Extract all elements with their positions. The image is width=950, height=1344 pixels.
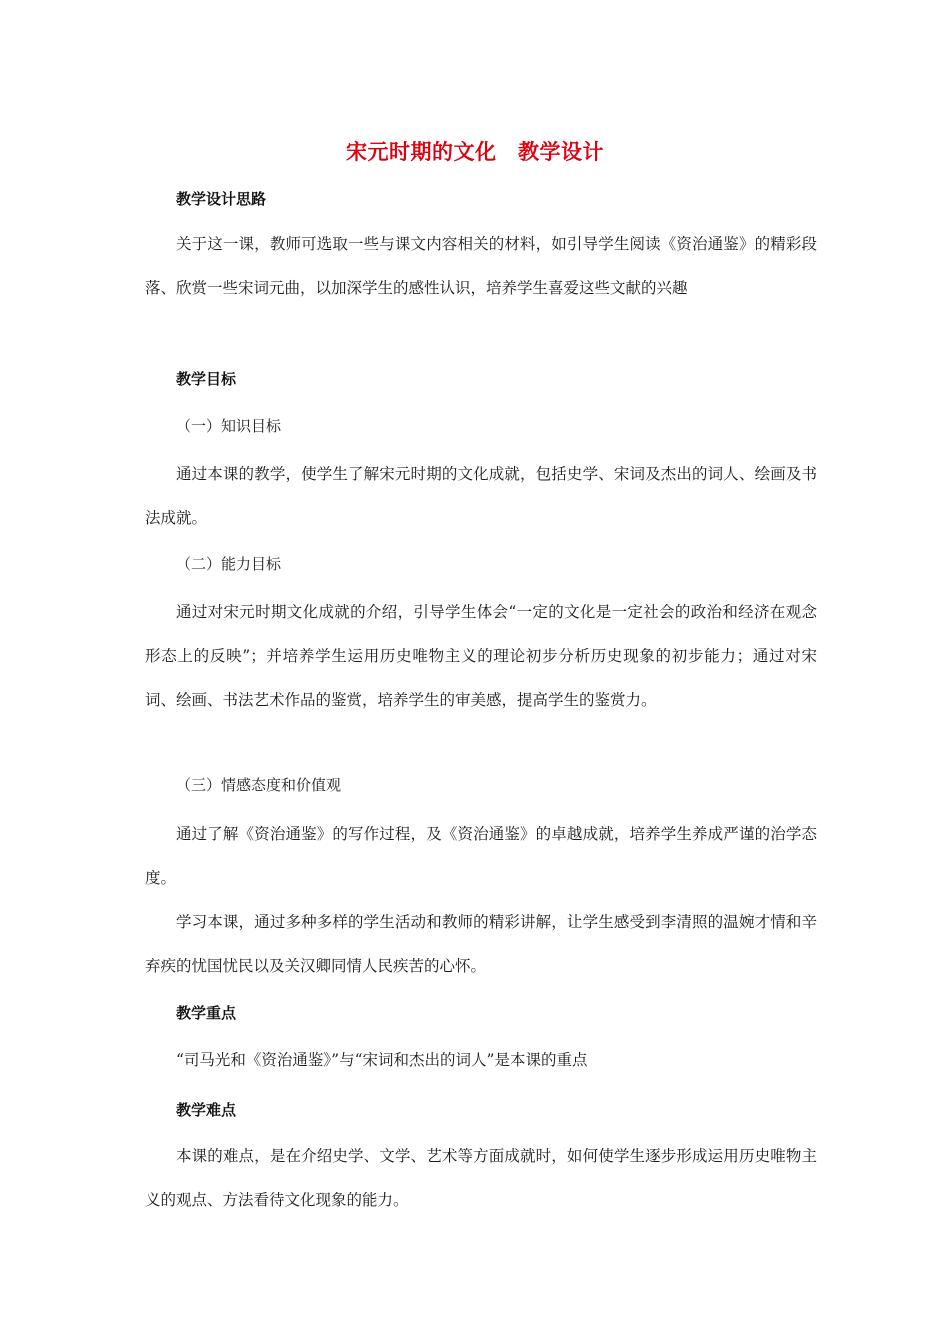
heading-design-thinking: 教学设计思路 bbox=[176, 190, 267, 208]
heading-teaching-focus: 教学重点 bbox=[176, 1004, 237, 1022]
paragraph-ability-goal: 通过对宋元时期文化成就的介绍，引导学生体会“一定的文化是一定社会的政治和经济在观念形态上的反映”；并培养学生运用历史唯物主义的理论初步分析历史现象的初步能力；通过对宋词、绘画、书法艺术作品的鉴赏，培养学生的审美感，提高学生的鉴赏力。 bbox=[145, 603, 817, 709]
paragraph-knowledge-goal: 通过本课的教学，使学生了解宋元时期的文化成就，包括史学、宋词及杰出的词人、绘画及书法成就。 bbox=[145, 465, 817, 527]
subheading-ability-goal: （二）能力目标 bbox=[176, 555, 282, 573]
paragraph-design-thinking: 关于这一课，教师可选取一些与课文内容相关的材料，如引导学生阅读《资治通鉴》的精彩段落、欣赏一些宋词元曲，以加深学生的感性认识，培养学生喜爱这些文献的兴趣 bbox=[145, 235, 817, 297]
paragraph-emotion-goal-1: 通过了解《资治通鉴》的写作过程，及《资治通鉴》的卓越成就，培养学生养成严谨的治学态度。 bbox=[145, 825, 817, 887]
subheading-emotion-goal: （三）情感态度和价值观 bbox=[176, 776, 342, 794]
subheading-knowledge-goal: （一）知识目标 bbox=[176, 417, 282, 435]
document-title: 宋元时期的文化 教学设计 bbox=[346, 140, 604, 164]
heading-teaching-goals: 教学目标 bbox=[176, 370, 237, 388]
heading-teaching-difficulty: 教学难点 bbox=[176, 1101, 237, 1119]
paragraph-emotion-goal-2: 学习本课，通过多种多样的学生活动和教师的精彩讲解，让学生感受到李清照的温婉才情和辛弃疾的忧国忧民以及关汉卿同情人民疾苦的心怀。 bbox=[145, 913, 817, 975]
paragraph-teaching-difficulty: 本课的难点，是在介绍史学、文学、艺术等方面成就时，如何使学生逐步形成运用历史唯物主义的观点、方法看待文化现象的能力。 bbox=[145, 1147, 817, 1209]
paragraph-teaching-focus: “司马光和《资治通鉴》”与“宋词和杰出的词人”是本课的重点 bbox=[176, 1051, 588, 1069]
